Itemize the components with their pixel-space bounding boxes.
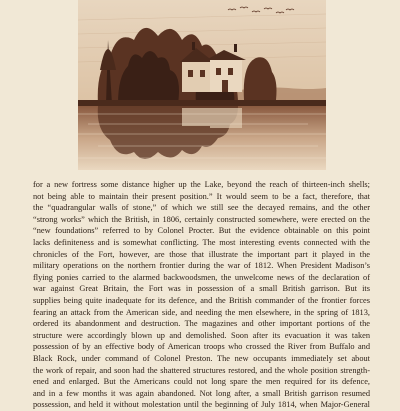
text-line: “new foundations” referred to by Colonel Procter. But the evidence obtainable on this point (33, 226, 370, 236)
text-line: structure were accordingly blown up and demolished. Soon after its evacuation it was taken (33, 330, 370, 340)
text-line: military operations on the northern frontier during the war of 1812. When President Madison’s (33, 261, 370, 271)
text-line: “strong works” which the British, in 1806, certainly constructed somewhere, were erected on the (33, 214, 370, 224)
body-text (33, 179, 370, 411)
text-line: possession of by an effective body of American troops who crossed the River from Buffalo and (33, 342, 370, 352)
text-line: for a new fortress some distance higher up the Lake, beyond the reach of thirteen-inch shells; (33, 180, 370, 189)
etching-image (78, 0, 326, 170)
text-line: ened and enlarged. But the Americans could not long spare the men required for its defence, (33, 377, 370, 387)
text-line: fearing an attack from the American side, and needing the men elsewhere, in the spring of 1813, (33, 307, 370, 317)
text-line: war against Great Britain, the Fort was in possession of a small British garrison. But its (33, 284, 370, 294)
text-line: supplies being quite inadequate for its defence, and the British commander of the frontier forces (33, 295, 370, 305)
text-line: Black Rock, under command of Colonel Preston. The new occupants immediately set about (33, 353, 370, 363)
text-line: the “quadrangular walls of stone,” of which we still see the decayed remains, and the other (33, 203, 370, 213)
text-line: the work of repair, and soon had the shattered structures restored, and the whole position strength- (33, 365, 370, 375)
text-line: and in a few months it was again abandoned. Not long after, a small British garrison resumed (33, 388, 370, 398)
text-line: possession, and held it without molestation until the beginning of July 1814, when Major-General (33, 400, 370, 410)
text-line: ordered its abandonment and destruction. The magazines and other important portions of the (33, 319, 370, 329)
text-line: lacks definiteness and is somewhat conflicting. The most interesting events connected with the (33, 237, 370, 247)
text-line: chronicles of the Fort, however, are those that illustrate the important part it played in the (33, 249, 370, 259)
text-line: flying ponies carried to the alarmed backwoodsmen, the unwelcome news of the declaration of (33, 272, 370, 282)
text-line: not being able to maintain their present position.” It would seem to be a fact, therefore, that (33, 191, 370, 201)
lake-house-etching-illustration (78, 0, 326, 170)
